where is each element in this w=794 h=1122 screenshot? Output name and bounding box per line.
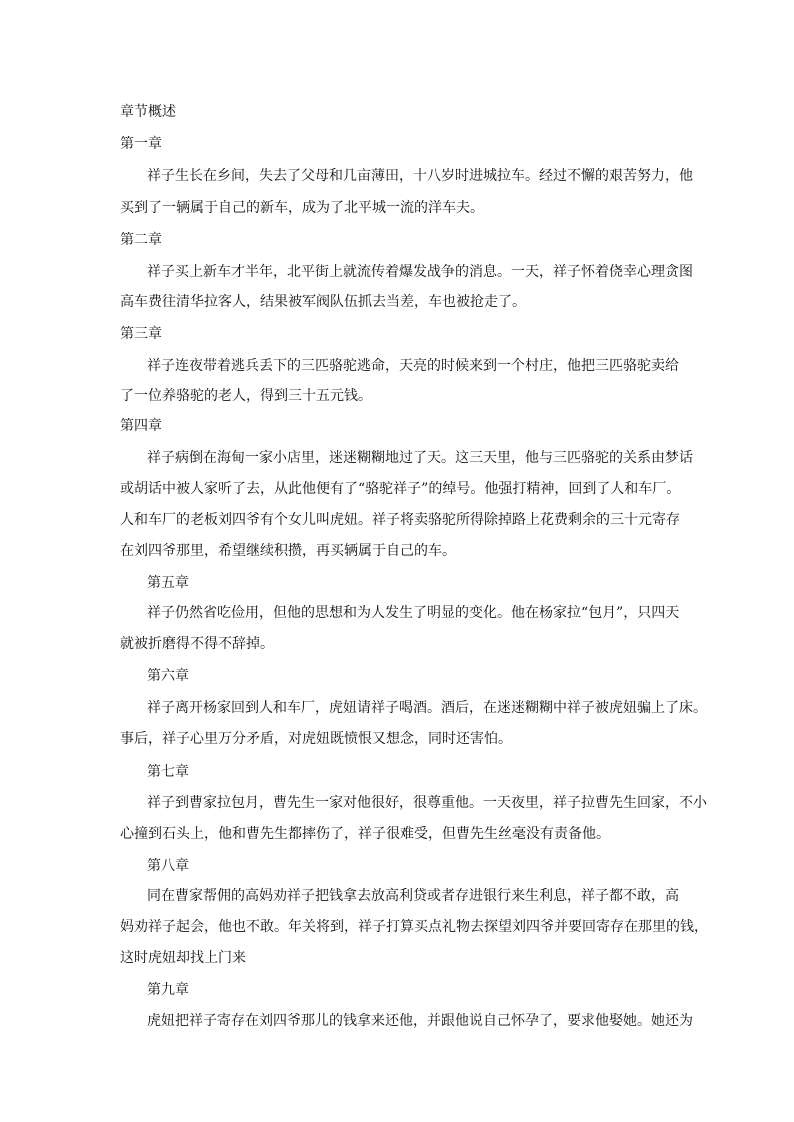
chapter-text-line: 祥子连夜带着逃兵丢下的三匹骆驼逃命，天亮的时候来到一个村庄，他把三匹骆驼卖给	[147, 358, 679, 374]
chapter-text-line: 了一位养骆驼的老人，得到三十五元钱。	[120, 388, 372, 404]
chapter-title: 第八章	[147, 858, 189, 874]
chapter-text-line: 人和车厂的老板刘四爷有个女儿叫虎妞。祥子将卖骆驼所得除掉路上花费剩余的三十元寄存	[120, 512, 680, 528]
chapter-title: 第二章	[120, 232, 162, 248]
chapter-text-line: 高车费往清华拉客人，结果被军阀队伍抓去当差，车也被抢走了。	[120, 294, 526, 310]
chapter-title: 第五章	[147, 575, 189, 591]
chapter-text-line: 或胡话中被人家听了去，从此他便有了“骆驼祥子”的绰号。他强打精神，回到了人和车厂。	[120, 481, 681, 497]
chapter-title: 第四章	[120, 418, 162, 434]
chapter-text-line: 祥子买上新车才半年，北平街上就流传着爆发战争的消息。一天，祥子怀着侥幸心理贪图	[147, 264, 693, 280]
chapter-text-line: 在刘四爷那里，希望继续积攒，再买辆属于自己的车。	[120, 543, 456, 559]
chapter-text-line: 同在曹家帮佣的高妈劝祥子把钱拿去放高利贷或者存进银行来生利息，祥子都不敢，高	[147, 888, 679, 904]
chapter-text-line: 祥子仍然省吃俭用，但他的思想和为人发生了明显的变化。他在杨家拉“包月”，只四天	[147, 605, 680, 621]
chapter-text-line: 祥子病倒在海甸一家小店里，迷迷糊糊地过了天。这三天里，他与三匹骆驼的关系由梦话	[147, 450, 693, 466]
chapter-title: 第一章	[120, 136, 162, 152]
chapter-text-line: 虎妞把祥子寄存在刘四爷那儿的钱拿来还他，并跟他说自己怀孕了，要求他娶她。她还为	[147, 1013, 693, 1029]
chapter-text-line: 祥子到曹家拉包月，曹先生一家对他很好，很尊重他。一天夜里，祥子拉曹先生回家，不小	[147, 795, 707, 811]
chapter-title: 第六章	[147, 668, 189, 684]
chapter-text-line: 祥子离开杨家回到人和车厂，虎妞请祥子喝酒。酒后，在迷迷糊糊中祥子被虎妞骗上了床。	[147, 700, 707, 716]
chapter-text-line: 心撞到石头上，他和曹先生都摔伤了，祥子很难受，但曹先生丝毫没有责备他。	[120, 826, 610, 842]
chapter-text-line: 这时虎妞却找上门来	[120, 950, 246, 966]
chapter-text-line: 妈劝祥子起会，他也不敢。年关将到，祥子打算买点礼物去探望刘四爷并要回寄存在那里的钱，	[120, 919, 708, 935]
chapter-text-line: 祥子生长在乡间，失去了父母和几亩薄田，十八岁时进城拉车。经过不懈的艰苦努力，他	[147, 168, 693, 184]
chapter-text-line: 事后，祥子心里万分矛盾，对虎妞既愤恨又想念，同时还害怕。	[120, 731, 512, 747]
chapter-title: 第三章	[120, 326, 162, 342]
chapter-title: 第九章	[147, 982, 189, 998]
chapter-title: 第七章	[147, 764, 189, 780]
page-heading: 章节概述	[120, 104, 176, 120]
chapter-text-line: 买到了一辆属于自己的新车，成为了北平城一流的洋车夫。	[120, 200, 484, 216]
chapter-text-line: 就被折磨得不得不辞掉。	[120, 636, 274, 652]
